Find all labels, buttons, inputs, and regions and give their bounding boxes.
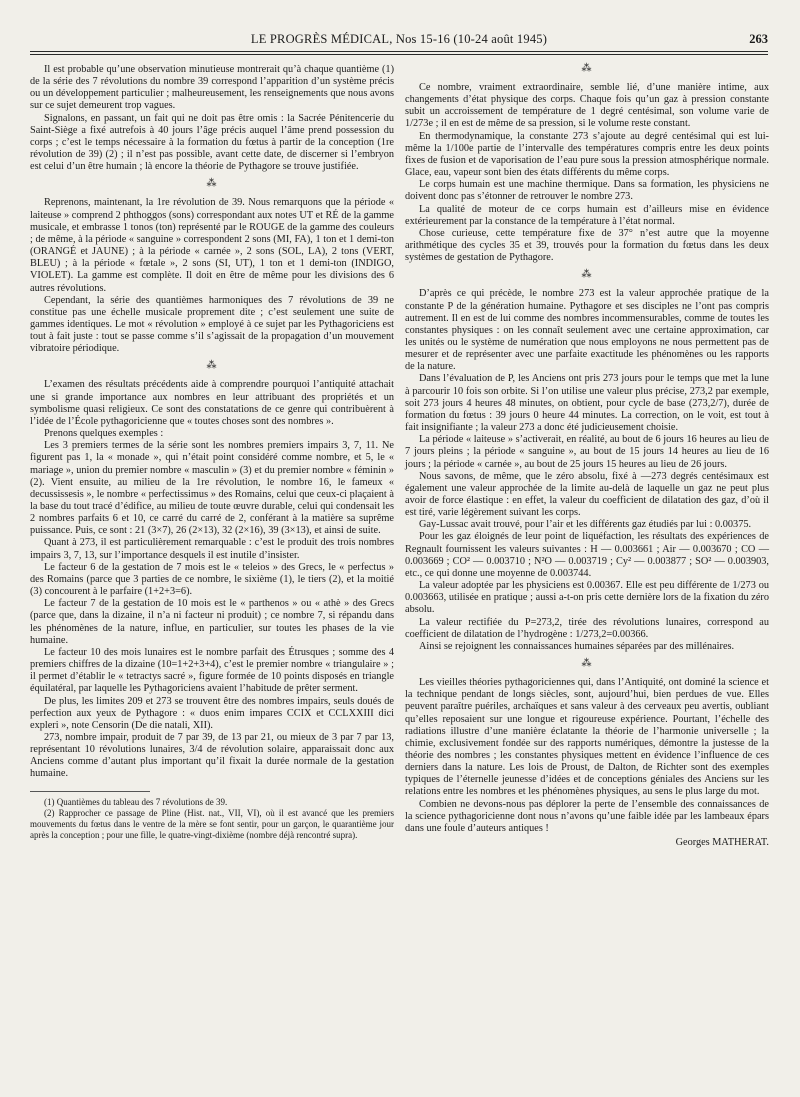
- paragraph: En thermodynamique, la constante 273 s’ajoute au degré centésimal qui est lui-même la 1/100e partie de l’intervalle des températures compris entre les deux points fixes de fusion et de vaporisation de l’eau pure sous la pression atmosphérique normale. Glace, eau, vapeur sont bien des états différents du même corps.: [405, 130, 769, 179]
- paragraph: Nous savons, de même, que le zéro absolu, fixé à —273 degrés centésimaux est également une valeur approchée de la limite au-delà de laquelle un gaz ne peut plus avoir de force élastique : en effet, la valeur du coefficient de dilatation des gaz, d’où il est tiré, varie légèrement suivant les corps.: [405, 470, 769, 519]
- right-column: [405, 64, 769, 849]
- section-separator: ⁂: [581, 269, 593, 281]
- paragraph: Ainsi se rejoignent les connaissances humaines séparées par des millénaires.: [419, 640, 735, 652]
- paragraph: Ce nombre, vraiment extraordinaire, semble lié, d’une manière intime, aux changements d’état physique des corps. Chaque fois qu’un gaz à pression constante subit un accroissement de température de 1 degré centésimal, son volume varie de 1/273e ; il en est de même de sa pression, si le volume reste constant.: [405, 82, 769, 130]
- paragraph: Combien ne devons-nous pas déplorer la perte de l’ensemble des connaissances de la science pythagoricienne dont nous n’avons qu’une faible idée par les lambeaux épars dans une foule d’auteurs antiques !: [405, 798, 769, 834]
- section-separator: ⁂: [206, 360, 218, 372]
- paragraph: De plus, les limites 209 et 273 se trouvent être des nombres impairs, seuls doués de perfection aux yeux de Pythagore : « duos enim impares CCIX et CCLXXIII dici expleri », note Censorin (De die natali, XII).: [30, 695, 394, 731]
- paragraph: Reprenons, maintenant, la 1re révolution de 39. Nous remarquons que la période « laiteuse » comprend 2 phthoggos (sons) correspondant aux notes UT et RÉ de la gamme musicale, et embrasse 1 tonos (ton) représenté par le ROUGE de la gamme des couleurs ; de même, à la période « sanguine » correspondent 2 sons (MI, FA), 1 ton et 1 demi-ton (ORANGÉ et JAUNE) ; à la période « carnée », 2 sons (SOL, LA), 2 tons (VERT, BLEU) ; à la période « fœtale », 2 sons (SI, UT), 1 ton et 1 demi-ton (INDIGO, VIOLET). La gamme est complète. Il doit en être de même pour les divisions des 6 autres révolutions.: [30, 197, 394, 294]
- paragraph: Signalons, en passant, un fait qui ne doit pas être omis : la Sacrée Pénitencerie du Saint-Siège a fixé autrefois à 40 jours l’âge précis auquel l’âme prend possession du corps ; c’est le temps nécessaire à la formation du fœtus à partir de la conception (1re révolution de 39) (2) ; il n’est pas possible, avant cette date, de discerner si l’embryon est celui d’un être humain ; là encore la théorie de Pythagore se trouve justifiée.: [30, 112, 394, 173]
- section-separator: ⁂: [206, 178, 218, 190]
- paragraph: Prenons quelques exemples :: [44, 428, 164, 440]
- paragraph: Quant à 273, il est particulièrement remarquable : c’est le produit des trois nombres impairs 3, 7, 13, sur l’importance desquels il est inutile d’insister.: [30, 537, 394, 561]
- paragraph: Les vieilles théories pythagoriciennes qui, dans l’Antiquité, ont dominé la science et la technique pendant de longs siècles, sont, aujourd’hui, bien perdues de vue. Elles peuvent paraître puériles, archaïques et sans valeur à des cerveaux peu avertis, oubliant qu’elles reposaient sur une longue et rigoureuse expérience. Pourtant, l’échelle des radiations illustre d’une manière éclatante la théorie de l’harmonie universelle ; la chimie, exclusivement fondée sur des rapports numériques, démontre la justesse de la théorie des nombres ; les constantes physiques mettent en évidence l’influence de ces derniers dans la nature. Les lois de Proust, de Dalton, de Richter sont des exemples typiques de l’éternelle jeunesse d’idées et de conceptions géniales des Anciens sur les relations entre les nombres et les phénomènes physiques, au sens le plus large du mot.: [405, 677, 769, 798]
- paragraph: La période « laiteuse » s’activerait, en réalité, au bout de 6 jours 16 heures au lieu de 7 jours pleins ; la période « sanguine », au bout de 15 jours 14 heures au lieu de 16 jours ; la période « carnée », au bout de 25 jours 15 heures au lieu de 26 jours.: [405, 434, 769, 470]
- left-column: [30, 64, 394, 841]
- paragraph: Pour les gaz éloignés de leur point de liquéfaction, les résultats des expériences de Regnault fournissent les valeurs suivantes : H — 0.003661 ; Air — 0.003670 ; CO — 0.003669 ; CO² — 0.003710 ; N²O — 0.003719 ; Cy² — 0.003877 ; SO² — 0.003903, etc., ce qui donne une moyenne de 0.003744.: [405, 531, 769, 579]
- header-rule-top: [30, 51, 768, 52]
- paragraph: Le facteur 10 des mois lunaires est le nombre parfait des Étrusques ; somme des 4 premiers chiffres de la dizaine (10=1+2+3+4), c’est le premier nombre « triangulaire » ; il permet d’établir le « tetractys sacré », figure formée de 10 points disposés en triangle équilatéral, par laquelle les Pythagoriciens avaient l’habitude de prêter serment.: [30, 646, 394, 695]
- paragraph: La valeur adoptée par les physiciens est 0.00367. Elle est peu différente de 1/273 ou 0.003663, utilisée en pratique ; aussi a-t-on pris cette dernière lors de la fixation du zéro absolu.: [405, 580, 769, 616]
- section-separator: ⁂: [581, 63, 593, 74]
- paragraph: Chose curieuse, cette température fixe de 37° n’est autre que la moyenne arithmétique des cycles 35 et 39, trouvés pour la formation du fœtus dans les deux systèmes de gestation de Pythagore.: [405, 227, 769, 264]
- header-rule-bottom: [30, 54, 768, 55]
- paragraph: 273, nombre impair, produit de 7 par 39, de 13 par 21, ou mieux de 3 par 7 par 13, représentant 10 révolutions lunaires, 3/4 de révolution solaire, apparaissait donc aux Anciens comme d’autant plus important qu’il fixait la durée normale de la gestation humaine.: [30, 731, 394, 780]
- paragraph: La qualité de moteur de ce corps humain est d’ailleurs mise en évidence extérieurement par la constance de la température à l’état normal.: [405, 203, 769, 227]
- paragraph: L’examen des résultats précédents aide à comprendre pourquoi l’antiquité attachait une si grande importance aux nombres en leur attribuant des propriétés et un symbolisme quasi religieux. Ce sont des constatations de ce genre qui contribuèrent à l’idée de l’École pythagoricienne que « toutes choses sont des nombres ».: [30, 379, 394, 427]
- paragraph: Les 3 premiers termes de la série sont les nombres premiers impairs 3, 7, 11. Ne figurent pas 1, la « monade », qui n’était point considéré comme nombre, et 5, le « mariage », union du premier nombre « masculin » (3) et du premier nombre « féminin » (2). Vient ensuite, au milieu de la 1re révolution, le nombre 16, le fameux « decussissesis », le nombre « perfectissimus » des Romains, celui que ceux-ci plaçaient à la base du tout tracé d’édifice, au milieu de toute œuvre durable, celui qui condensait les 2 nombres parfaits 6 et 10, ce carré du carré de 2, conférant à la matière sa suprême puissance. Puis, ce sont : 21 (3×7), 26 (2×13), 32 (2×16), 39 (3×13), et ainsi de suite.: [30, 440, 394, 537]
- footnote-rule: [30, 791, 150, 792]
- footnote: (2) Rapprocher ce passage de Pline (Hist. nat., VII, VI), où il est avancé que les premiers mouvements du fœtus dans le ventre de la mère se font sentir, pour un garçon, le quarantième jour après la conception ; pour une fille, le quatre-vingt-dixième (nombre déjà rencontré supra).: [30, 807, 394, 840]
- paragraph: Cependant, la série des quantièmes harmoniques des 7 révolutions de 39 ne constitue pas une échelle musicale proprement dite ; c’est seulement une suite de gammes identiques. Le mot « révolution » employé à ce sujet par les Pythagoriciens est tout à fait juste : tout se passe comme s’il s’agissait de la propagation d’un mouvement vibratoire périodique.: [30, 294, 394, 355]
- paragraph: Il est probable qu’une observation minutieuse montrerait qu’à chaque quantième (1) de la série des 7 révolutions du nombre 39 correspond l’apparition d’un système précis ou un développement particulier ; malheureusement, les renseignements que nous avons sur ce sujet demeurent trop vagues.: [30, 64, 394, 112]
- paragraph: Gay-Lussac avait trouvé, pour l’air et les différents gaz étudiés par lui : 0.00375.: [419, 519, 752, 531]
- footnote: (1) Quantièmes du tableau des 7 révolutions de 39.: [44, 796, 228, 807]
- section-separator: ⁂: [581, 658, 593, 670]
- paragraph: D’après ce qui précède, le nombre 273 est la valeur approchée pratique de la constante P de la génération humaine. Pythagore et ses disciples ne l’ont pas compris autrement. Il en est de lui comme des nombres incommensurables, comme de toutes les constantes physiques : on les connaît seulement avec une certaine approximation, car les unités ou le système de numération que nous employons ne nous permettent pas de mesurer et de représenter avec une parfaite exactitude les phénomènes ou les rapports de la nature.: [405, 288, 769, 373]
- paragraph: Dans l’évaluation de P, les Anciens ont pris 273 jours pour le temps que met la lune à parcourir 10 fois son orbite. Si l’on utilise une valeur plus précise, 273,2 par exemple, soit 273 jours 4 heures 48 minutes, on obtient, pour cycle de base (273,2/7), durée de formation du fœtus : 39 jours 0 heure 44 minutes. La correction, on le voit, est tout à fait insignifiante ; la valeur 273 a donc été judicieusement choisie.: [405, 373, 769, 434]
- paragraph: Le facteur 7 de la gestation de 10 mois est le « parthenos » ou « athè » des Grecs (parce que, dans la dizaine, il n’a ni facteur ni produit) ; ce nombre 7, si répandu dans les phénomènes de la nature, influe, en particulier, sur toutes les phases de la vie humaine.: [30, 598, 394, 646]
- paragraph: La valeur rectifiée du P=273,2, tirée des révolutions lunaires, correspond au coefficient de dilatation de l’hydrogène : 1/273,2=0.00366.: [405, 616, 769, 640]
- journal-title: LE PROGRÈS MÉDICAL, Nos 15-16 (10-24 août 1945): [250, 32, 548, 46]
- paragraph: Le facteur 6 de la gestation de 7 mois est le « teleios » des Grecs, le « perfectus » des Romains (parce que 3 parties de ce nombre, le sixième (1), le tiers (2), et la moitié (3) concourent à le parfaire (1+2+3=6).: [30, 561, 394, 598]
- paragraph: Le corps humain est une machine thermique. Dans sa formation, les physiciens ne doivent donc pas s’étonner de retrouver le nombre 273.: [405, 179, 769, 203]
- running-header: [30, 32, 768, 48]
- page-number: 263: [749, 32, 768, 46]
- author-signature: Georges MATHERAT.: [675, 837, 769, 849]
